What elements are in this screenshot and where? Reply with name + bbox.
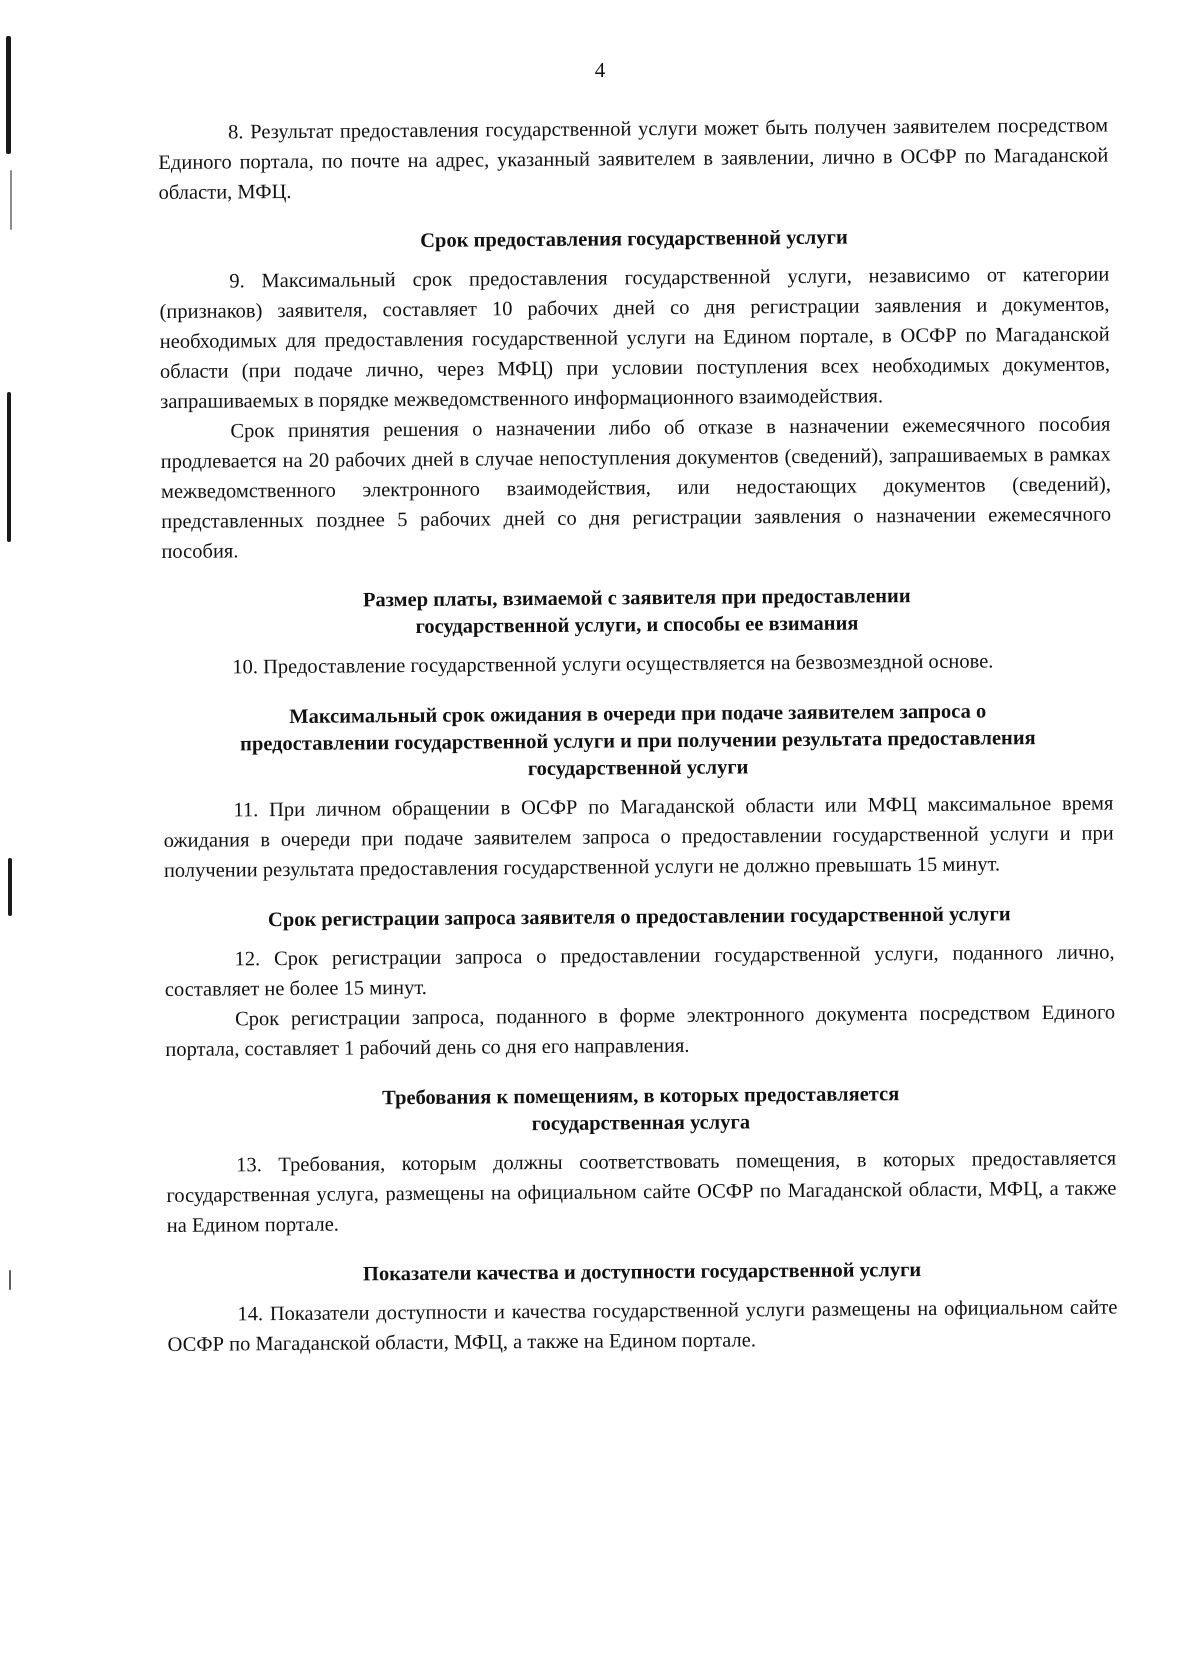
section-heading-line: предоставлении государственной услуги и при получении результата предоставления — [240, 727, 1036, 756]
section-heading — [162, 582, 1112, 643]
section-heading — [166, 1080, 1116, 1141]
scan-edge-mark — [8, 858, 12, 916]
section-heading — [167, 1256, 1117, 1290]
section-heading — [163, 698, 1114, 786]
section-heading-line: Требования к помещениям, в которых предоставляется — [382, 1083, 900, 1110]
section-heading — [164, 901, 1114, 935]
paragraph: 12. Срок регистрации запроса о предоставлении государственной услуги, поданного лично, составляет не более 15 минут. — [164, 941, 1115, 1001]
section-heading-line: Максимальный срок ожидания в очереди при подаче заявителем запроса о — [289, 700, 987, 728]
section-heading-line: Показатели качества и доступности государственной услуги — [362, 1259, 922, 1286]
paragraph: 11. При личном обращении в ОСФР по Магаданской области или МФЦ максимальное время ожидания в очереди при подаче заявителем запроса о предоставлении государственной услуги и при получении результата предоставления государственной услуги не должно превышать 15 минут. — [163, 792, 1114, 882]
section-heading-line: государственной услуги, и способы ее взимания — [415, 612, 859, 638]
paragraph: 10. Предоставление государственной услуги осуществляется на безвозмездной основе. — [232, 650, 994, 679]
paragraph: 9. Максимальный срок предоставления государственной услуги, независимо от категории (признаков) заявителя, составляет 10 рабочих дней со дня регистрации заявления и документов, необходимых для предоставления государственной услуги на Едином портале, в ОСФР по Магаданской области (при подаче лично, через МФЦ) при условии поступления всех необходимых документов, запрашиваемых в порядке межведомственного информационного взаимодействия. — [159, 263, 1111, 413]
paragraph: 8. Результат предоставления государственной услуги может быть получен заявителем посредством Единого портала, по почте на адрес, указанный заявителем в заявлении, лично в ОСФР по Магаданской области, МФЦ. — [158, 114, 1109, 204]
section-heading-line: государственная услуга — [531, 1111, 751, 1136]
section-heading-line: Срок регистрации запроса заявителя о предоставлении государственной услуги — [267, 903, 1011, 932]
paragraph: Срок регистрации запроса, поданного в форме электронного документа посредством Единого портала, составляет 1 рабочий день со дня его направления. — [165, 1001, 1116, 1061]
section-heading-line: государственной услуги — [527, 756, 749, 781]
paragraph: 13. Требования, которым должны соответствовать помещения, в которых предоставляется государственная услуга, размещены на официальном сайте ОСФР по Магаданской области, МФЦ, а также на Едином портале. — [166, 1147, 1117, 1237]
document-body — [158, 111, 1118, 1360]
page-number: 4 — [594, 58, 606, 82]
section-heading-line: Срок предоставления государственной услуги — [420, 226, 848, 252]
scan-edge-mark — [6, 36, 11, 154]
paragraph: 14. Показатели доступности и качества государственной услуги размещены на официальном сайте ОСФР по Магаданской области, МФЦ, а также на Едином портале. — [167, 1296, 1118, 1356]
scan-edge-mark — [7, 392, 11, 542]
section-heading-line: Размер платы, взимаемой с заявителя при предоставлении — [362, 585, 911, 612]
scan-edge-mark — [10, 170, 12, 230]
section-heading — [159, 223, 1109, 257]
paragraph: Срок принятия решения о назначении либо об отказе в назначении ежемесячного пособия продлевается на 20 рабочих дней в случае непоступления документов (сведений), запрашиваемых в рамках межведомственного электронного взаимодействия, или недостающих документов (сведений), представленных позднее 5 рабочих дней со дня регистрации заявления о назначении ежемесячного пособия. — [160, 413, 1112, 563]
scan-edge-mark — [9, 1270, 11, 1290]
